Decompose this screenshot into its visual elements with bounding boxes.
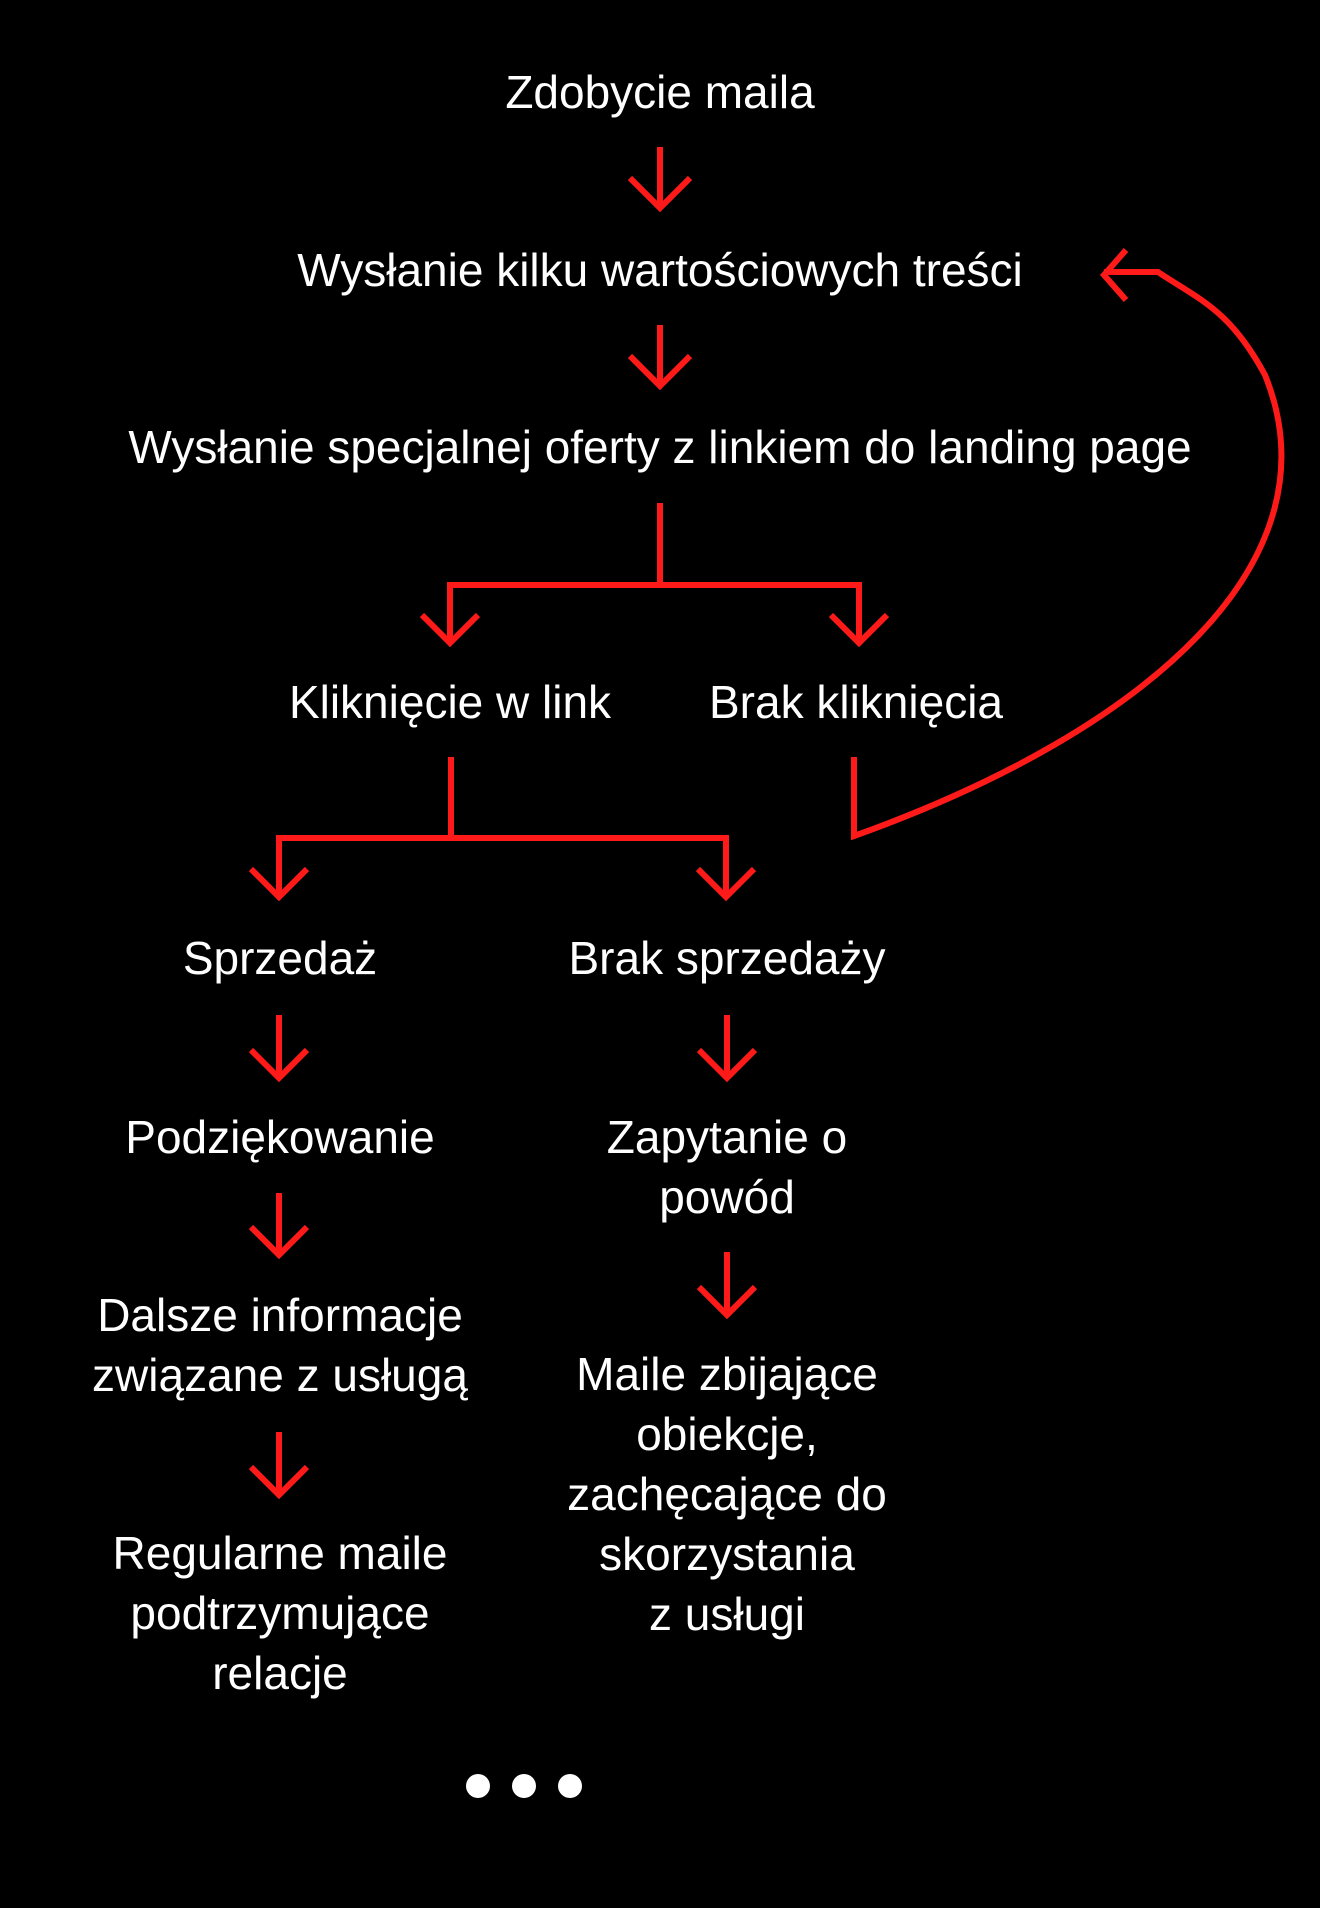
arrow-query-to-objection (699, 1252, 755, 1315)
node-link-click: Kliknięcie w link (288, 676, 612, 728)
arrow-email-to-content (630, 147, 690, 208)
arrow-content-to-offer (630, 325, 690, 386)
arrow-offer-split (422, 503, 887, 643)
node-email-capture: Zdobycie maila (505, 66, 815, 118)
arrow-loop-back (854, 250, 1281, 836)
node-thanks: Podziękowanie (125, 1111, 435, 1163)
arrow-info-to-regular (251, 1432, 307, 1495)
arrow-thanks-to-info (251, 1193, 307, 1255)
arrow-sale-to-thanks (251, 1015, 307, 1078)
node-no-click: Brak kliknięcia (709, 676, 1003, 728)
node-valuable-content: Wysłanie kilku wartościowych treści (297, 244, 1023, 296)
node-sale: Sprzedaż (182, 932, 378, 984)
node-reason-query: Zapytanie o powód (606, 1111, 848, 1223)
node-regular-mails: Regularne maile podtrzymujące relacje (112, 1527, 448, 1699)
arrow-click-split (251, 757, 754, 897)
node-special-offer: Wysłanie specjalnej oferty z linkiem do landing page (128, 421, 1192, 473)
arrow-nosale-to-query (699, 1015, 755, 1078)
node-no-sale: Brak sprzedaży (568, 932, 886, 984)
node-objection-mails: Maile zbijające obiekcje, zachęcające do skorzystania z usługi (567, 1348, 887, 1640)
node-further-info: Dalsze informacje związane z usługą (92, 1289, 468, 1401)
